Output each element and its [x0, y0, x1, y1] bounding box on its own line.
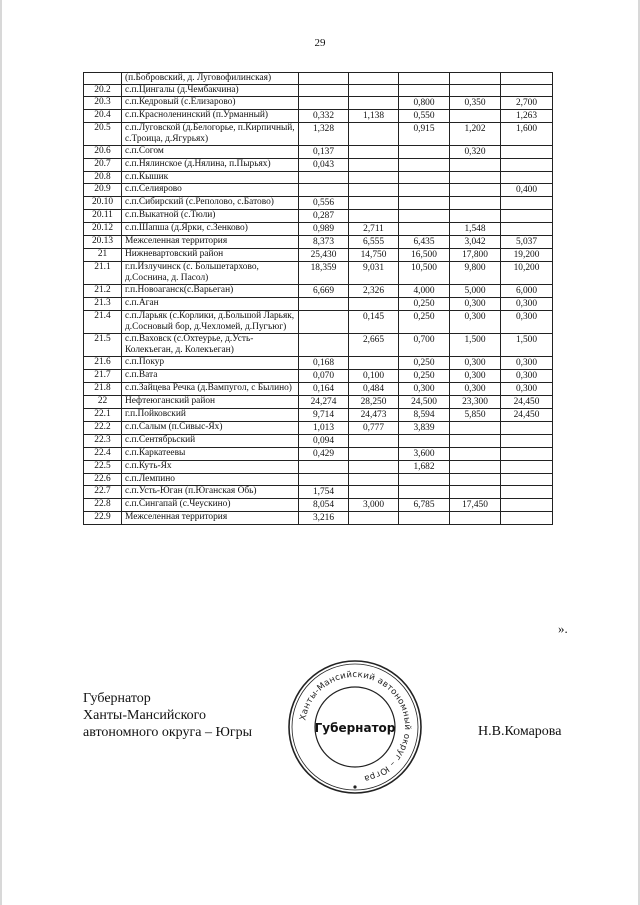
table-row — [84, 474, 553, 486]
row-number: 22.1 — [84, 409, 122, 422]
value-cell: 2,700 — [501, 97, 553, 110]
table-row — [84, 370, 553, 383]
value-cell — [450, 210, 501, 223]
row-number: 20.2 — [84, 85, 122, 97]
row-number: 22 — [84, 396, 122, 409]
table-row — [84, 236, 553, 249]
table-row — [84, 146, 553, 159]
value-cell: 0,145 — [349, 311, 399, 334]
row-number — [84, 73, 122, 85]
row-number: 21.8 — [84, 383, 122, 396]
row-number: 22.7 — [84, 486, 122, 499]
settlement-name: с.п.Лемпино — [122, 474, 299, 486]
value-cell: 24,450 — [501, 396, 553, 409]
value-cell: 0,915 — [399, 123, 450, 146]
signature-title-line: Ханты-Мансийского — [83, 708, 207, 723]
value-cell: 0,300 — [501, 370, 553, 383]
settlement-name: с.п.Каркатеевы — [122, 448, 299, 461]
table-row — [84, 123, 553, 146]
value-cell — [501, 210, 553, 223]
table-row — [84, 334, 553, 357]
value-cell: 0,332 — [299, 110, 349, 123]
table-row — [84, 159, 553, 172]
value-cell — [450, 448, 501, 461]
value-cell — [399, 197, 450, 210]
row-number: 20.6 — [84, 146, 122, 159]
value-cell — [501, 435, 553, 448]
row-number: 22.8 — [84, 499, 122, 512]
value-cell: 5,000 — [450, 285, 501, 298]
value-cell — [399, 435, 450, 448]
value-cell: 0,250 — [399, 370, 450, 383]
table-row — [84, 197, 553, 210]
value-cell: 0,484 — [349, 383, 399, 396]
value-cell: 0,250 — [399, 311, 450, 334]
settlement-name: с.п.Усть-Юган (п.Юганская Обь) — [122, 486, 299, 499]
table-row — [84, 184, 553, 197]
value-cell: 5,850 — [450, 409, 501, 422]
value-cell: 0,350 — [450, 97, 501, 110]
row-number: 20.11 — [84, 210, 122, 223]
value-cell: 3,042 — [450, 236, 501, 249]
row-number: 20.7 — [84, 159, 122, 172]
settlement-name: с.п.Цингалы (д.Чембакчина) — [122, 85, 299, 97]
value-cell: 24,274 — [299, 396, 349, 409]
value-cell — [349, 512, 399, 525]
value-cell: 0,400 — [501, 184, 553, 197]
value-cell — [399, 223, 450, 236]
value-cell — [501, 474, 553, 486]
value-cell — [450, 461, 501, 474]
value-cell: 0,094 — [299, 435, 349, 448]
value-cell: 0,556 — [299, 197, 349, 210]
value-cell: 0,300 — [450, 357, 501, 370]
value-cell — [349, 97, 399, 110]
value-cell — [349, 298, 399, 311]
settlement-name: с.п.Нялинское (д.Нялина, п.Пырьях) — [122, 159, 299, 172]
value-cell — [399, 172, 450, 184]
value-cell — [299, 334, 349, 357]
value-cell: 17,450 — [450, 499, 501, 512]
table-row — [84, 97, 553, 110]
row-number: 21.7 — [84, 370, 122, 383]
value-cell — [399, 159, 450, 172]
value-cell — [450, 486, 501, 499]
value-cell: 1,138 — [349, 110, 399, 123]
value-cell — [349, 210, 399, 223]
row-number: 20.3 — [84, 97, 122, 110]
value-cell — [349, 461, 399, 474]
table-row — [84, 383, 553, 396]
value-cell: 0,429 — [299, 448, 349, 461]
value-cell: 16,500 — [399, 249, 450, 262]
governor-seal — [287, 659, 423, 795]
value-cell — [349, 73, 399, 85]
table-row — [84, 448, 553, 461]
seal-ring-text: Ханты-Мансийский автономный округ – Югра — [298, 669, 413, 784]
value-cell: 24,500 — [399, 396, 450, 409]
row-number: 21.4 — [84, 311, 122, 334]
value-cell: 1,202 — [450, 123, 501, 146]
value-cell — [349, 85, 399, 97]
value-cell: 0,043 — [299, 159, 349, 172]
settlement-name: с.п.Шапша (д.Ярки, с.Зенково) — [122, 223, 299, 236]
settlement-name: с.п.Ларьяк (с.Корлики, д.Большой Ларьяк, д.Сосновый бор, д.Чехломей, д.Пугъюг) — [122, 311, 299, 334]
row-number: 20.13 — [84, 236, 122, 249]
value-cell — [450, 512, 501, 525]
settlement-name: (п.Бобровский, д. Луговофилинская) — [122, 73, 299, 85]
value-cell: 0,168 — [299, 357, 349, 370]
value-cell: 1,682 — [399, 461, 450, 474]
table-row — [84, 223, 553, 236]
row-number: 22.3 — [84, 435, 122, 448]
value-cell — [299, 298, 349, 311]
row-number: 22.9 — [84, 512, 122, 525]
settlement-name: Нефтеюганский район — [122, 396, 299, 409]
table-row — [84, 172, 553, 184]
value-cell — [349, 172, 399, 184]
settlement-name: с.п.Луговской (д.Белогорье, п.Кирпичный, с.Троица, д.Ягурьях) — [122, 123, 299, 146]
value-cell: 1,328 — [299, 123, 349, 146]
value-cell: 19,200 — [501, 249, 553, 262]
table-row — [84, 409, 553, 422]
settlement-name: с.п.Кедровый (с.Елизарово) — [122, 97, 299, 110]
value-cell — [450, 422, 501, 435]
value-cell — [450, 197, 501, 210]
value-cell: 6,000 — [501, 285, 553, 298]
value-cell — [501, 461, 553, 474]
table-row — [84, 285, 553, 298]
row-number: 22.6 — [84, 474, 122, 486]
settlement-name: с.п.Аган — [122, 298, 299, 311]
row-number: 20.12 — [84, 223, 122, 236]
value-cell — [299, 97, 349, 110]
value-cell — [501, 73, 553, 85]
value-cell: 0,287 — [299, 210, 349, 223]
settlement-name: г.п.Пойковский — [122, 409, 299, 422]
value-cell — [299, 461, 349, 474]
value-cell — [349, 197, 399, 210]
value-cell — [450, 85, 501, 97]
settlement-name: с.п.Вата — [122, 370, 299, 383]
table-body — [84, 73, 553, 525]
value-cell — [349, 448, 399, 461]
value-cell — [299, 474, 349, 486]
row-number: 20.8 — [84, 172, 122, 184]
value-cell: 25,430 — [299, 249, 349, 262]
table-row — [84, 357, 553, 370]
value-cell — [299, 85, 349, 97]
value-cell — [501, 448, 553, 461]
value-cell: 3,600 — [399, 448, 450, 461]
settlement-name: с.п.Покур — [122, 357, 299, 370]
value-cell: 28,250 — [349, 396, 399, 409]
value-cell: 1,013 — [299, 422, 349, 435]
data-table — [83, 72, 553, 525]
value-cell: 18,359 — [299, 262, 349, 285]
value-cell: 23,300 — [450, 396, 501, 409]
value-cell — [399, 486, 450, 499]
value-cell: 17,800 — [450, 249, 501, 262]
table-row — [84, 298, 553, 311]
seal-center-text: Губернатор — [314, 721, 396, 735]
value-cell — [450, 184, 501, 197]
value-cell: 0,300 — [450, 370, 501, 383]
value-cell: 2,711 — [349, 223, 399, 236]
value-cell: 1,500 — [450, 334, 501, 357]
value-cell: 14,750 — [349, 249, 399, 262]
row-number: 22.2 — [84, 422, 122, 435]
value-cell — [501, 223, 553, 236]
value-cell: 6,669 — [299, 285, 349, 298]
row-number: 20.5 — [84, 123, 122, 146]
value-cell: 0,989 — [299, 223, 349, 236]
value-cell — [450, 172, 501, 184]
settlement-name: с.п.Кышик — [122, 172, 299, 184]
table-row — [84, 512, 553, 525]
row-number: 21.5 — [84, 334, 122, 357]
value-cell: 3,000 — [349, 499, 399, 512]
value-cell — [450, 73, 501, 85]
value-cell: 0,800 — [399, 97, 450, 110]
value-cell — [450, 474, 501, 486]
value-cell — [501, 499, 553, 512]
value-cell: 2,665 — [349, 334, 399, 357]
table-row — [84, 110, 553, 123]
value-cell — [450, 435, 501, 448]
value-cell: 0,300 — [399, 383, 450, 396]
value-cell — [299, 73, 349, 85]
table-row — [84, 422, 553, 435]
table-row — [84, 262, 553, 285]
settlement-name: с.п.Сибирский (с.Реполово, с.Батово) — [122, 197, 299, 210]
value-cell: 0,300 — [501, 383, 553, 396]
value-cell: 1,600 — [501, 123, 553, 146]
value-cell: 8,054 — [299, 499, 349, 512]
settlement-name: с.п.Сентябрьский — [122, 435, 299, 448]
settlement-name: г.п.Излучинск (с. Большетархово, д.Соснина, д. Пасол) — [122, 262, 299, 285]
value-cell: 3,216 — [299, 512, 349, 525]
value-cell — [299, 184, 349, 197]
table-row — [84, 85, 553, 97]
table-row — [84, 210, 553, 223]
value-cell — [399, 512, 450, 525]
value-cell: 9,031 — [349, 262, 399, 285]
signature-block — [83, 690, 252, 741]
value-cell: 4,000 — [399, 285, 450, 298]
row-number: 21.3 — [84, 298, 122, 311]
settlement-name: г.п.Новоаганск(с.Варьеган) — [122, 285, 299, 298]
value-cell: 24,450 — [501, 409, 553, 422]
value-cell — [450, 159, 501, 172]
row-number: 20.4 — [84, 110, 122, 123]
value-cell: 0,164 — [299, 383, 349, 396]
value-cell — [399, 85, 450, 97]
value-cell: 0,777 — [349, 422, 399, 435]
value-cell — [399, 210, 450, 223]
table-row — [84, 461, 553, 474]
value-cell — [299, 311, 349, 334]
value-cell: 1,500 — [501, 334, 553, 357]
value-cell — [299, 172, 349, 184]
settlement-name: с.п.Куть-Ях — [122, 461, 299, 474]
value-cell — [399, 146, 450, 159]
value-cell: 0,320 — [450, 146, 501, 159]
value-cell: 0,137 — [299, 146, 349, 159]
signatory-name: Н.В.Комарова — [478, 724, 562, 739]
row-number: 22.4 — [84, 448, 122, 461]
value-cell — [501, 512, 553, 525]
value-cell: 9,800 — [450, 262, 501, 285]
value-cell — [501, 197, 553, 210]
row-number: 20.9 — [84, 184, 122, 197]
table-row — [84, 396, 553, 409]
value-cell — [349, 123, 399, 146]
value-cell — [450, 110, 501, 123]
row-number: 22.5 — [84, 461, 122, 474]
value-cell — [349, 357, 399, 370]
settlement-name: Межселенная территория — [122, 236, 299, 249]
row-number: 21.6 — [84, 357, 122, 370]
row-number: 20.10 — [84, 197, 122, 210]
table-row — [84, 486, 553, 499]
settlement-name: с.п.Зайцева Речка (д.Вампугол, с Былино) — [122, 383, 299, 396]
value-cell: 0,700 — [399, 334, 450, 357]
value-cell: 5,037 — [501, 236, 553, 249]
table-row — [84, 311, 553, 334]
value-cell: 24,473 — [349, 409, 399, 422]
value-cell: 1,263 — [501, 110, 553, 123]
value-cell — [349, 184, 399, 197]
value-cell — [501, 422, 553, 435]
value-cell — [399, 73, 450, 85]
value-cell: 2,326 — [349, 285, 399, 298]
value-cell — [501, 146, 553, 159]
value-cell: 0,300 — [450, 298, 501, 311]
value-cell: 0,300 — [501, 311, 553, 334]
row-number: 21 — [84, 249, 122, 262]
value-cell — [399, 184, 450, 197]
page-number: 29 — [314, 37, 326, 49]
value-cell — [501, 85, 553, 97]
settlement-name: с.п.Выкатной (с.Тюли) — [122, 210, 299, 223]
table-row — [84, 73, 553, 85]
value-cell: 6,555 — [349, 236, 399, 249]
row-number: 21.1 — [84, 262, 122, 285]
value-cell: 0,300 — [450, 311, 501, 334]
value-cell: 9,714 — [299, 409, 349, 422]
settlement-name: Межселенная территория — [122, 512, 299, 525]
value-cell: 0,250 — [399, 298, 450, 311]
settlement-name: с.п.Сингапай (с.Чеускино) — [122, 499, 299, 512]
value-cell: 8,594 — [399, 409, 450, 422]
value-cell: 8,373 — [299, 236, 349, 249]
closing-quote: ». — [558, 621, 568, 636]
value-cell — [501, 159, 553, 172]
value-cell: 0,300 — [450, 383, 501, 396]
value-cell: 0,550 — [399, 110, 450, 123]
value-cell: 10,200 — [501, 262, 553, 285]
value-cell: 1,754 — [299, 486, 349, 499]
table-row — [84, 499, 553, 512]
value-cell: 0,300 — [501, 357, 553, 370]
value-cell: 10,500 — [399, 262, 450, 285]
signature-title-line: Губернатор — [83, 691, 151, 706]
settlement-name: с.п.Ваховск (с.Охтеурье, д.Усть-Колекъеган, д. Колекъеган) — [122, 334, 299, 357]
value-cell: 6,435 — [399, 236, 450, 249]
value-cell — [349, 435, 399, 448]
value-cell: 0,100 — [349, 370, 399, 383]
value-cell — [349, 146, 399, 159]
value-cell: 3,839 — [399, 422, 450, 435]
value-cell — [501, 486, 553, 499]
value-cell: 1,548 — [450, 223, 501, 236]
settlement-name: с.п.Красноленинский (п.Урманный) — [122, 110, 299, 123]
settlement-name: Нижневартовский район — [122, 249, 299, 262]
settlement-name: с.п.Согом — [122, 146, 299, 159]
page-edge-left — [0, 0, 2, 905]
table-row — [84, 249, 553, 262]
value-cell — [399, 474, 450, 486]
value-cell — [349, 474, 399, 486]
value-cell: 0,300 — [501, 298, 553, 311]
row-number: 21.2 — [84, 285, 122, 298]
table-row — [84, 435, 553, 448]
value-cell: 0,070 — [299, 370, 349, 383]
settlement-name: с.п.Селиярово — [122, 184, 299, 197]
value-cell: 6,785 — [399, 499, 450, 512]
value-cell — [349, 486, 399, 499]
value-cell: 0,250 — [399, 357, 450, 370]
signature-title-line: автономного округа – Югры — [83, 725, 252, 740]
value-cell — [501, 172, 553, 184]
value-cell — [349, 159, 399, 172]
settlement-name: с.п.Салым (п.Сивыс-Ях) — [122, 422, 299, 435]
